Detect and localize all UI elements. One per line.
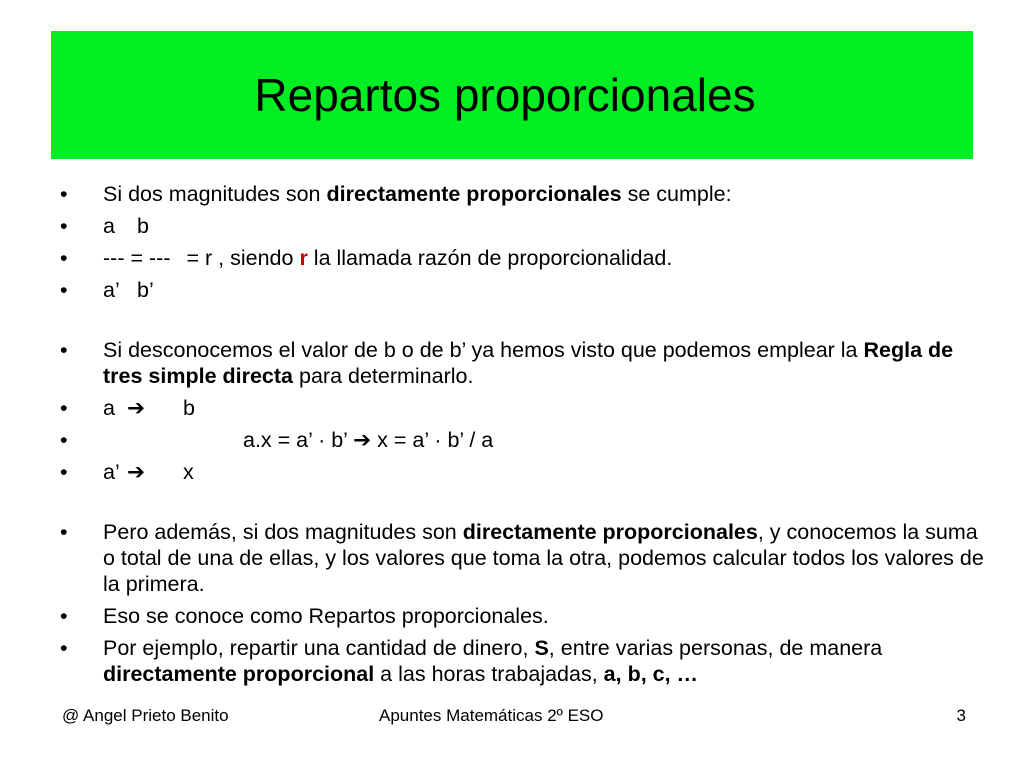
bullet-explanation: • Pero además, si dos magnitudes son directamente proporcionales, y conocemos la suma o total de una de ellas, y los valores que toma la otra, podemos calcular todos los valores de la primera. bbox=[60, 520, 984, 596]
bullet-fraction-line: • --- = --- = r , siendo r la llamada razón de proporcionalidad. bbox=[60, 246, 673, 270]
title-banner bbox=[51, 31, 973, 159]
bullet-rule-row-1: • a ➔ b bbox=[60, 396, 195, 420]
bullet-dot: • bbox=[60, 182, 68, 206]
arrow-icon: ➔ bbox=[353, 428, 372, 452]
bullet-dot: • bbox=[60, 396, 68, 420]
bullet-denominators: • a’ b’ bbox=[60, 278, 154, 302]
bullet-numerators: • a b bbox=[60, 214, 149, 238]
bullet-example: • Por ejemplo, repartir una cantidad de dinero, S, entre varias personas, de manera directamente proporcional a las horas trabajadas, a, b, c, … bbox=[60, 636, 883, 686]
bullet-dot: • bbox=[60, 604, 68, 628]
bullet-rule-of-three: • Si desconocemos el valor de b o de b’ ya hemos visto que podemos emplear la Regla de tres simple directa para determinarlo. bbox=[60, 338, 954, 388]
bullet-dot: • bbox=[60, 278, 68, 302]
page-number: 3 bbox=[956, 706, 966, 725]
bullet-rule-row-2: • a’ ➔ x bbox=[60, 460, 194, 484]
ratio-symbol: r bbox=[299, 246, 308, 270]
slide-title: Repartos proporcionales bbox=[254, 69, 756, 121]
bullet-dot: • bbox=[60, 428, 68, 452]
bullet-dot: • bbox=[60, 460, 68, 484]
bullet-dot: • bbox=[60, 636, 68, 660]
bullet-dot: • bbox=[60, 338, 68, 362]
bullet-dot: • bbox=[60, 214, 68, 238]
bullet-list bbox=[60, 181, 990, 693]
bullet-definition-name: • Eso se conoce como Repartos proporcionales. bbox=[60, 604, 549, 628]
bullet-definition: • Si dos magnitudes son directamente proporcionales se cumple: bbox=[60, 182, 732, 206]
slide-footer bbox=[62, 706, 966, 732]
bullet-dot: • bbox=[60, 520, 68, 544]
bullet-rule-formula: • a.x = a’ · b’ ➔ x = a’ · b’ / a bbox=[60, 428, 494, 452]
arrow-icon: ➔ bbox=[127, 460, 146, 484]
arrow-icon: ➔ bbox=[127, 396, 146, 420]
footer-author: @ Angel Prieto Benito bbox=[62, 706, 229, 725]
bullet-dot: • bbox=[60, 246, 68, 270]
footer-course: Apuntes Matemáticas 2º ESO bbox=[379, 706, 604, 725]
